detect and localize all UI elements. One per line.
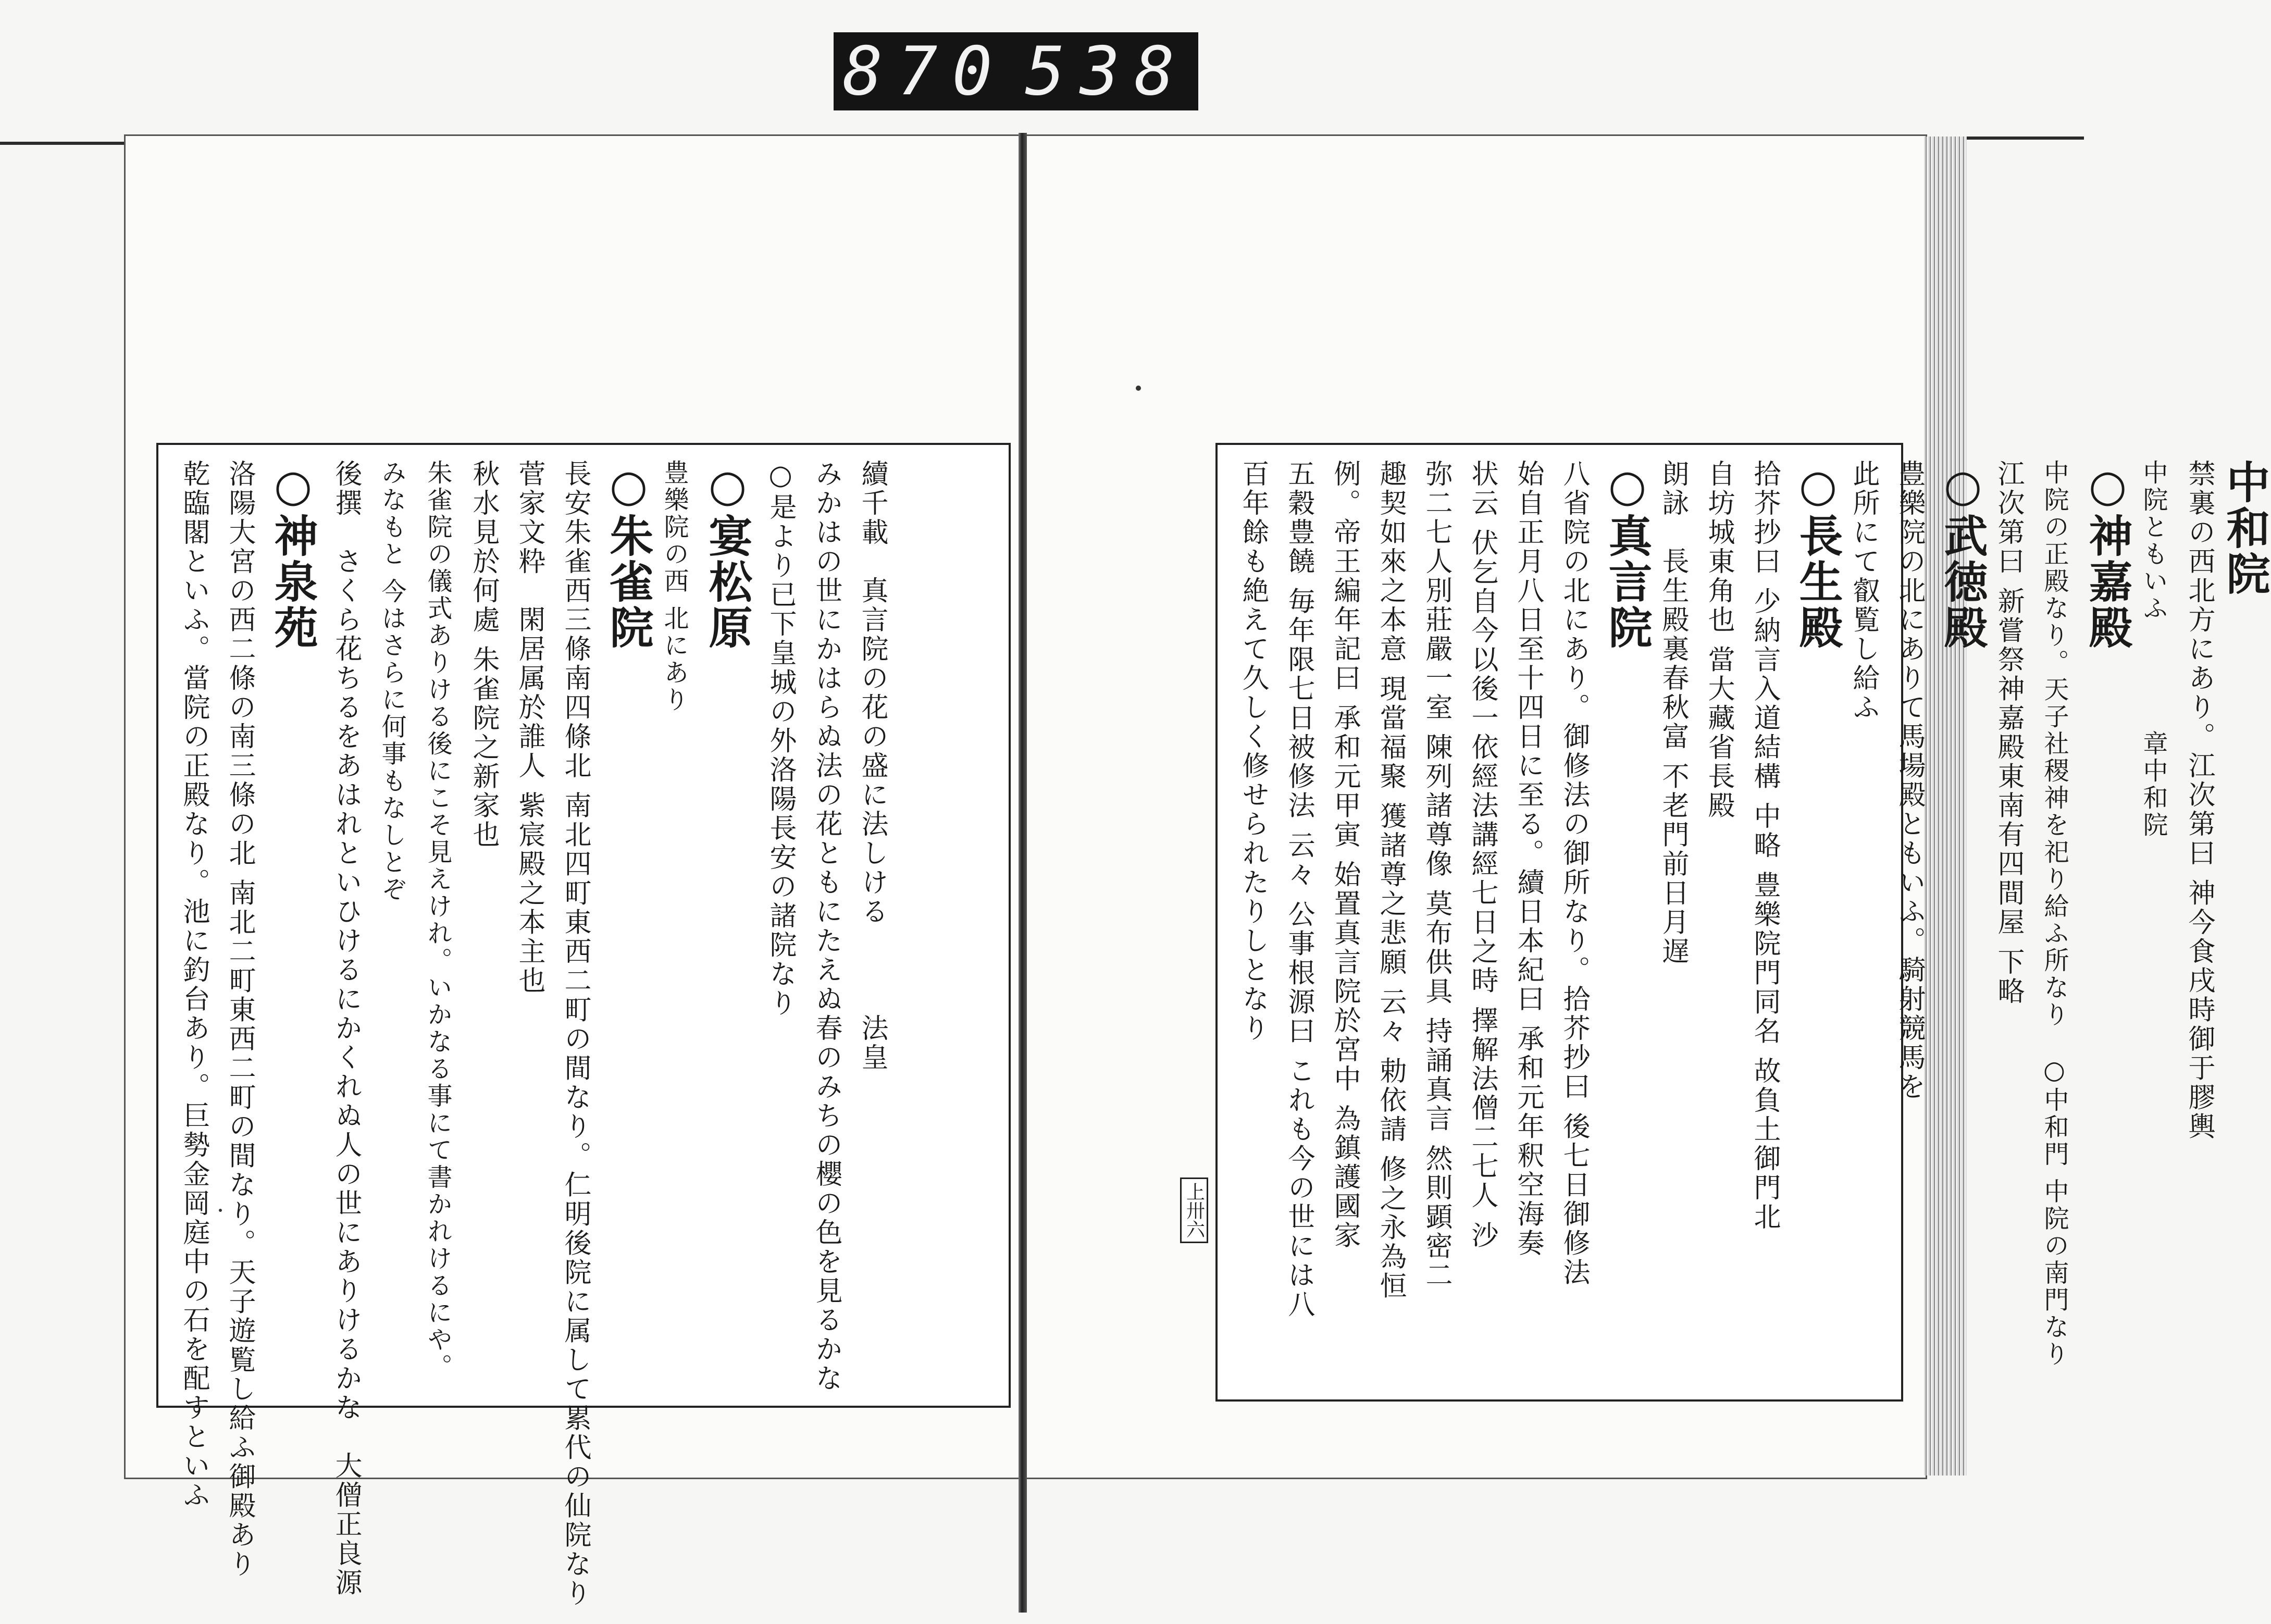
left-col-12: 後撰 さくら花ちるをあはれといひけるにかくれぬ人の世にありけるかな 大僧正良源: [330, 460, 362, 1597]
book-spine: [1019, 133, 1027, 1613]
right-col-2: 禁裏の西北方にあり。江次第曰 神今食戌時御于膠輿: [2183, 460, 2215, 1142]
left-col-1: 續千載 真言院の花の盛に法しける 法皇: [857, 460, 888, 1072]
right-col-22: 百年餘も絶えて久しく修せられたりしとなり: [1237, 460, 1269, 1043]
right-col-9: 此所にて叡覧し給ふ: [1848, 460, 1879, 722]
left-col-2: みかはの世にかはらぬ法の花ともにたえぬ春のみちの櫻の色を見るかな: [811, 460, 842, 1393]
left-text-block: [156, 443, 1011, 1608]
right-col-15: 八省院の北にあり。御修法の御所なり。拾芥抄曰 後七日御修法: [1558, 460, 1590, 1287]
right-entry-choseiden: ○長生殿: [1792, 460, 1844, 651]
right-col-19: 趣契如來之本意 現當福聚 獲諸尊之悲願 云々 勅依請 修之永為恒: [1375, 460, 1406, 1301]
left-col-5: 豊樂院の西 北にあり: [660, 460, 689, 714]
right-col-16: 始自正月八日至十四日に至る。續日本紀曰 承和元年釈空海奏: [1512, 460, 1544, 1258]
right-text-columns: [1230, 460, 2271, 1385]
frame-counter: [834, 32, 1198, 110]
left-text-columns: [171, 460, 895, 1608]
frame-counter-left: 870: [842, 32, 1007, 110]
left-col-3: ○是より已下皇城の外洛陽長安の諸院なり: [765, 460, 796, 1018]
right-col-12: 自坊城東角也 當大藏省長殿: [1703, 460, 1734, 821]
right-entry-butokuden: ○武徳殿: [1937, 460, 1989, 651]
left-col-15: 乾臨閣といふ。當院の正殿なり。池に釣台あり。巨勢金岡庭中の石を配すといふ: [178, 460, 209, 1510]
left-col-14: 洛陽大宮の西二條の南三條の北 南北二町東西二町の間なり。天子遊覧し給ふ御殿あり: [224, 460, 255, 1579]
page-number: 上卅六: [1180, 1177, 1208, 1243]
right-col-17: 状云 伏乞自今以後一依經法講經七日之時 擇解法僧二七人 沙: [1467, 460, 1498, 1250]
top-edge-line-left: [0, 142, 125, 145]
left-col-9: 秋水見於何處 朱雀院之新家也: [468, 460, 499, 850]
right-entry-chuwain: 中和院: [2219, 460, 2271, 597]
right-entry-shingonin: ○真言院: [1602, 460, 1653, 651]
left-entry-enshobara: ○宴松原: [702, 460, 753, 651]
left-entry-shinsenen: ○神泉苑: [267, 460, 319, 651]
dust-speck: [219, 1209, 222, 1212]
frame-counter-right: 538: [1025, 32, 1189, 110]
right-col-5: 中院の正殿なり。天子社稷神を祀り給ふ所なり ○中和門 中院の南門なり: [2040, 460, 2069, 1368]
right-col-13: 朗詠 長生殿裏春秋富 不老門前日月遅: [1657, 460, 1689, 966]
right-col-11: 拾芥抄曰 少納言入道結構 中略 豊樂院門同名 故負土御門北: [1749, 460, 1780, 1232]
left-col-11: みなもと 今はさらに何事もなしとぞ: [377, 460, 406, 903]
right-col-3: 中院ともいふ 章中和院: [2139, 460, 2168, 839]
left-col-8: 菅家文粋 閑居属於誰人 紫宸殿之本主也: [514, 460, 545, 996]
right-col-20: 例。帝王編年記曰 承和元甲寅 始置真言院於宮中 為鎮護國家: [1329, 460, 1360, 1250]
left-col-10: 朱雀院の儀式ありける後にこそ見えけれ。いかなる事にて書かれけるにや。: [423, 460, 452, 1381]
right-text-block: [1215, 443, 2271, 1402]
right-col-6: 江次第曰 新嘗祭神嘉殿東南有四間屋 下略: [1993, 460, 2024, 1007]
dust-speck: [1136, 386, 1141, 391]
right-entry-shinkaden: ○神嘉殿: [2082, 460, 2133, 651]
right-col-18: 弥二七人別莊嚴一室 陳列諸尊像 莫布供具 持誦真言 然則顕密二: [1421, 460, 1452, 1291]
left-col-7: 長安朱雀西三條南四條北 南北四町東西二町の間なり。仁明後院に属して累代の仙院なり: [560, 460, 591, 1608]
right-col-8: 豊樂院の北にありて馬場殿ともいふ。騎射競馬を: [1894, 460, 1925, 1101]
right-col-21: 五穀豊饒 毎年限七日被修法 云々 公事根源曰 これも今の世には八: [1283, 460, 1314, 1320]
left-entry-suzakuin: ○朱雀院: [603, 460, 654, 651]
